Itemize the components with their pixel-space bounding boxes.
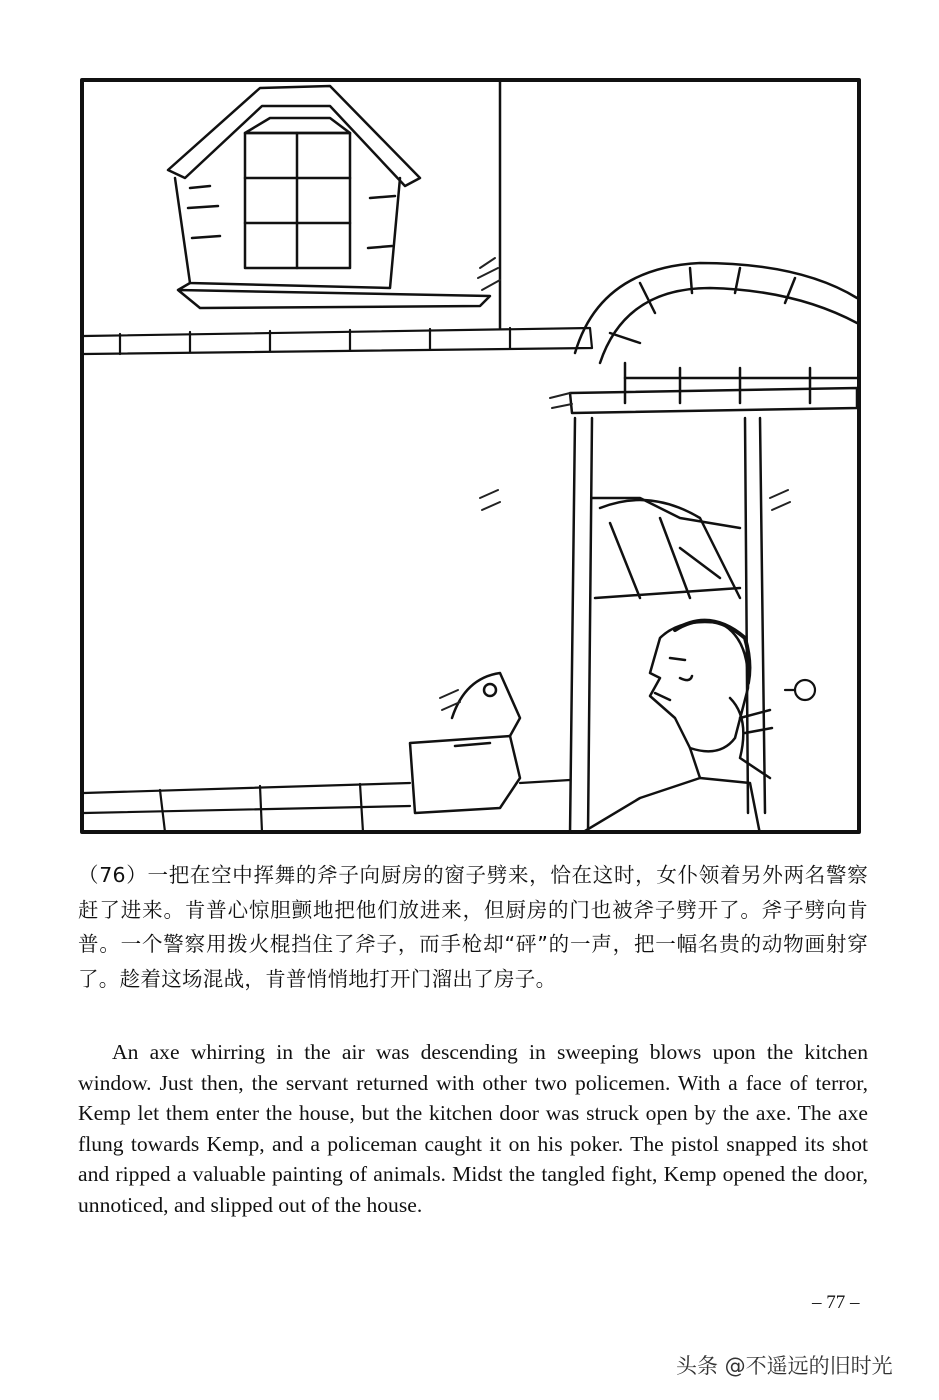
comic-illustration	[80, 78, 861, 834]
wall-hatching	[440, 258, 790, 710]
page-number: – 77 –	[812, 1292, 860, 1313]
brick-ledge	[84, 328, 592, 354]
caption-chinese: （76）一把在空中挥舞的斧子向厨房的窗子劈来，恰在这时，女仆领着另外两名警察赶了进来。肯普心惊胆颤地把他们放进来，但厨房的门也被斧子劈开了。斧子劈向肯普。一个警察用拨火棍挡住了斧子，而手枪却“砰”的一声，把一幅名贵的动物画射穿了。趁着这场混战，肯普悄悄地打开门溜出了房子。	[78, 863, 868, 991]
doorway	[570, 418, 765, 834]
arched-window	[570, 263, 857, 413]
watermark: 头条 @不遥远的旧时光	[676, 1354, 893, 1378]
caption-english: An axe whirring in the air was descending in sweeping blows upon the kitchen window. Just then, the servant returned with other two policemen. With a face of terror, Kemp let them enter the house, but the kitchen door was struck open by the axe. The axe flung towards Kemp, and a policeman caught it on his poker. The pistol snapped its shot and ripped a valuable painting of animals. Midst the tangled fight, Kemp opened the door, unnoticed, and slipped out of the house.	[78, 1040, 868, 1217]
mailbox	[410, 673, 520, 813]
bottom-wall	[84, 780, 570, 832]
kemp-figure	[580, 621, 772, 834]
dormer-window	[168, 86, 490, 308]
door-knob	[785, 680, 815, 700]
